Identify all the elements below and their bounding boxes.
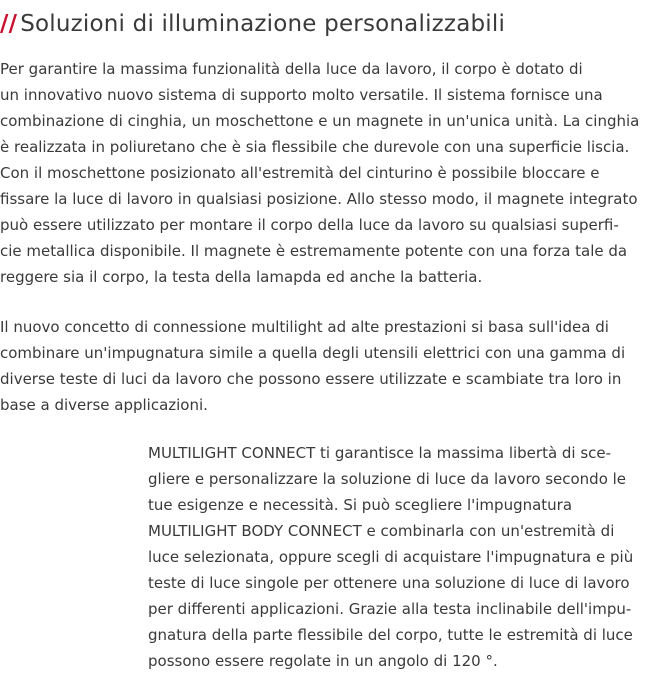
text-line: Il nuovo concetto di connessione multilight ad alte prestazioni si basa sull'idea di [0,318,609,336]
accent-slashes: // [0,11,18,37]
text-line: è realizzata in poliuretano che è sia flessibile che durevole con una superficie liscia. [0,138,630,156]
text-line: base a diverse applicazioni. [0,396,208,414]
text-line: MULTILIGHT CONNECT ti garantisce la massima libertà di sce- [148,444,612,462]
text-line: un innovativo nuovo sistema di supporto molto versatile. Il sistema fornisce una [0,86,603,104]
text-line: gnatura della parte flessibile del corpo, tutte le estremità di luce [148,626,633,644]
paragraph-multilight-concept [0,314,625,418]
text-line: MULTILIGHT BODY CONNECT e combinarla con un'estremità di [148,522,615,540]
text-line: possono essere regolate in un angolo di 120 °. [148,652,498,670]
text-line: cie metallica disponibile. Il magnete è estremamente potente con una forza tale da [0,242,628,260]
text-line: può essere utilizzato per montare il corpo della luce da lavoro su qualsiasi superfi- [0,216,619,234]
text-line: gliere e personalizzare la soluzione di luce da lavoro secondo le [148,470,627,488]
text-line: combinare un'impugnatura simile a quella degli utensili elettrici con una gamma di [0,344,626,362]
text-line: luce selezionata, oppure scegli di acquistare l'impugnatura e più [148,548,634,566]
text-line: reggere sia il corpo, la testa della lamapda ed anche la batteria. [0,268,483,286]
text-line: Per garantire la massima funzionalità della luce da lavoro, il corpo è dotato di [0,60,583,78]
text-line: teste di luce singole per ottenere una soluzione di luce di lavoro [148,574,630,592]
page-title-text: Soluzioni di illuminazione personalizzabili [20,11,506,37]
paragraph-multilight-connect [148,440,633,674]
text-line: tue esigenze e necessità. Si può scegliere l'impugnatura [148,496,573,514]
text-line: fissare la luce di lavoro in qualsiasi posizione. Allo stesso modo, il magnete integrato [0,190,638,208]
text-line: Con il moschettone posizionato all'estremità del cinturino è possibile bloccare e [0,164,600,182]
text-line: per differenti applicazioni. Grazie alla testa inclinabile dell'impu- [148,600,632,618]
text-line: diverse teste di luci da lavoro che possono essere utilizzate e scambiate tra loro in [0,370,622,388]
page-title [0,8,505,40]
text-line: combinazione di cinghia, un moschettone e un magnete in un'unica unità. La cinghia [0,112,640,130]
paragraph-support-system [0,56,639,290]
